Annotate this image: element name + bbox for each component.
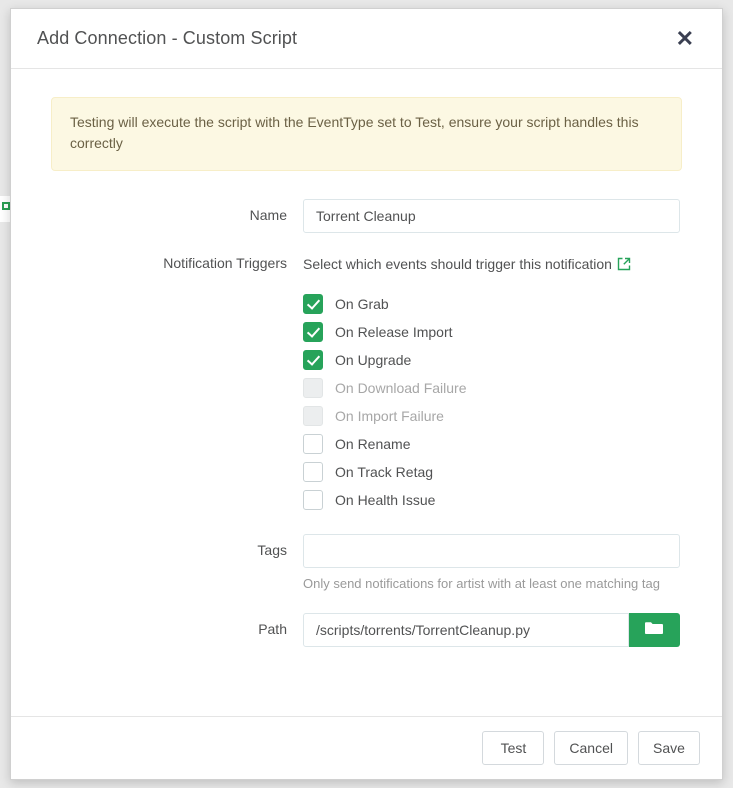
path-control [303, 613, 700, 647]
trigger-row-on-health-issue[interactable] [303, 486, 680, 514]
modal-header [11, 9, 722, 69]
path-field-row [33, 613, 700, 647]
name-field-row [33, 199, 700, 233]
test-button[interactable]: Test [482, 731, 544, 765]
tags-help-text: Only send notifications for artist with at least one matching tag [303, 576, 660, 591]
trigger-label-on-rename: On Rename [335, 436, 411, 452]
external-link-icon[interactable] [617, 256, 631, 277]
browse-path-button[interactable] [629, 613, 680, 647]
notification-triggers-description [303, 247, 680, 277]
trigger-row-on-grab[interactable] [303, 290, 680, 318]
add-connection-modal [10, 8, 723, 780]
test-warning-alert: Testing will execute the script with the EventType set to Test, ensure your script handles this correctly [51, 97, 682, 171]
path-input[interactable] [303, 613, 629, 647]
checkbox-on-import-failure [303, 406, 323, 426]
tags-control [303, 534, 700, 593]
checkbox-on-upgrade[interactable] [303, 350, 323, 370]
name-control [303, 199, 700, 233]
trigger-row-on-import-failure [303, 402, 680, 430]
page-title: Add Connection - Custom Script [37, 28, 298, 48]
checkbox-on-download-failure [303, 378, 323, 398]
folder-icon [644, 620, 664, 641]
trigger-row-on-download-failure [303, 374, 680, 402]
tags-field-row [33, 534, 700, 593]
checkbox-on-rename[interactable] [303, 434, 323, 454]
notification-triggers-control [303, 247, 700, 514]
trigger-row-on-track-retag[interactable] [303, 458, 680, 486]
notification-triggers-description-text: Select which events should trigger this notification [303, 256, 612, 272]
name-label: Name [249, 207, 287, 223]
checkbox-on-track-retag[interactable] [303, 462, 323, 482]
trigger-label-on-download-failure: On Download Failure [335, 380, 467, 396]
trigger-row-on-rename[interactable] [303, 430, 680, 458]
trigger-label-on-track-retag: On Track Retag [335, 464, 434, 480]
modal-body [11, 69, 722, 716]
checkbox-on-grab[interactable] [303, 294, 323, 314]
notification-triggers-list [303, 290, 680, 514]
tags-input[interactable] [303, 534, 680, 568]
trigger-label-on-grab: On Grab [335, 296, 389, 312]
close-icon[interactable]: ✕ [672, 26, 698, 52]
checkbox-on-release-import[interactable] [303, 322, 323, 342]
trigger-label-on-upgrade: On Upgrade [335, 352, 412, 368]
trigger-row-on-upgrade[interactable] [303, 346, 680, 374]
name-input[interactable] [303, 199, 680, 233]
notification-triggers-label: Notification Triggers [163, 255, 287, 271]
trigger-label-on-health-issue: On Health Issue [335, 492, 436, 508]
notification-triggers-row [33, 247, 700, 514]
cancel-button[interactable]: Cancel [554, 731, 628, 765]
checkbox-on-health-issue[interactable] [303, 490, 323, 510]
trigger-row-on-release-import[interactable] [303, 318, 680, 346]
path-label: Path [258, 621, 287, 637]
tags-label: Tags [257, 542, 287, 558]
trigger-label-on-import-failure: On Import Failure [335, 408, 444, 424]
modal-footer [11, 716, 722, 779]
path-input-group [303, 613, 680, 647]
save-button[interactable]: Save [638, 731, 700, 765]
trigger-label-on-release-import: On Release Import [335, 324, 453, 340]
